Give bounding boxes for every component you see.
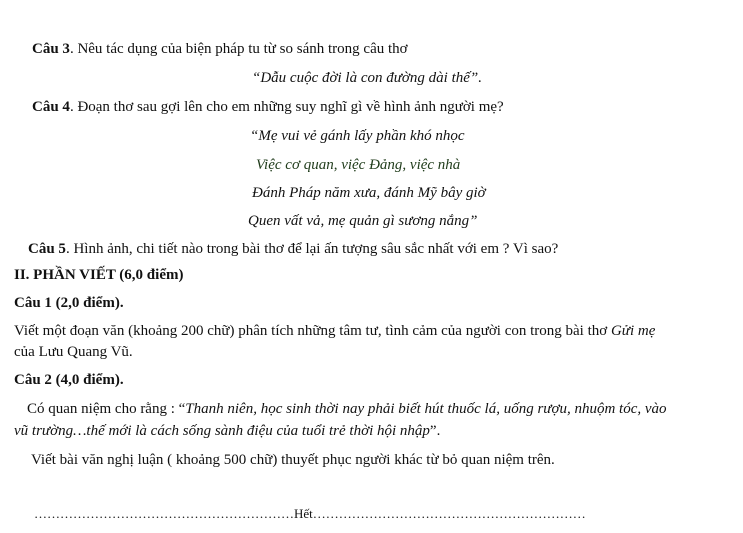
question-5 [28,240,558,258]
question-5-label: Câu 5 [28,241,66,257]
question-3 [32,40,408,58]
poem-title: Gửi mẹ [610,323,656,339]
writing-question-2-quote: Thanh niên, học sinh thời nay phải biết hút thuốc lá, uống rượu, nhuộm tóc, vào [185,401,667,417]
writing-question-1-line-2: của Lưu Quang Vũ. [14,344,133,360]
dotted-leader: ……………………………………………………… [312,506,586,521]
poem-line: Việc cơ quan, việc Đảng, việc nhà [256,157,461,173]
question-4-text: . Đoạn thơ sau gợi lên cho em những suy nghĩ gì về hình ảnh người mẹ? [69,99,504,115]
poem-line: “Mẹ vui vẻ gánh lấy phần khó nhọc [250,128,465,144]
dotted-leader: …………………………………………………… [34,506,294,521]
writing-question-2-line [27,400,667,418]
writing-question-2-line-3: Viết bài văn nghị luận ( khoảng 500 chữ) thuyết phục người khác từ bỏ quan niệm trên. [31,452,555,468]
end-text: Hết [294,506,313,521]
writing-question-1-line [14,322,655,340]
poem-line: Đánh Pháp năm xưa, đánh Mỹ bây giờ [252,185,486,201]
writing-question-2-quote-end: ”. [429,423,441,439]
question-3-text: . Nêu tác dụng của biện pháp tu từ so sánh trong câu thơ [69,41,408,57]
writing-question-2-prefix: Có quan niệm cho rằng : “ [27,401,186,417]
end-marker [34,506,649,522]
writing-question-2-heading: Câu 2 (4,0 điểm). [14,372,124,388]
question-3-quote: “Dẫu cuộc đời là con đường dài thế”. [252,70,483,86]
question-5-text: . Hình ảnh, chi tiết nào trong bài thơ để lại ấn tượng sâu sắc nhất với em ? Vì sao? [65,241,559,257]
question-4 [32,98,504,116]
question-4-label: Câu 4 [32,99,70,115]
writing-question-2-line-2 [14,422,440,440]
section-heading: II. PHẦN VIẾT (6,0 điểm) [14,267,184,283]
writing-question-1-heading: Câu 1 (2,0 điểm). [14,295,124,311]
writing-question-2-quote-cont: vũ trường…thế mới là cách sống sành điệu của tuổi trẻ thời hội nhập [14,423,430,439]
question-3-label: Câu 3 [32,41,70,57]
poem-line: Quen vất vả, mẹ quản gì sương nắng” [248,213,478,229]
writing-question-1-text: Viết một đoạn văn (khoảng 200 chữ) phân tích những tâm tư, tình cảm của người con trong bài thơ [14,323,611,339]
